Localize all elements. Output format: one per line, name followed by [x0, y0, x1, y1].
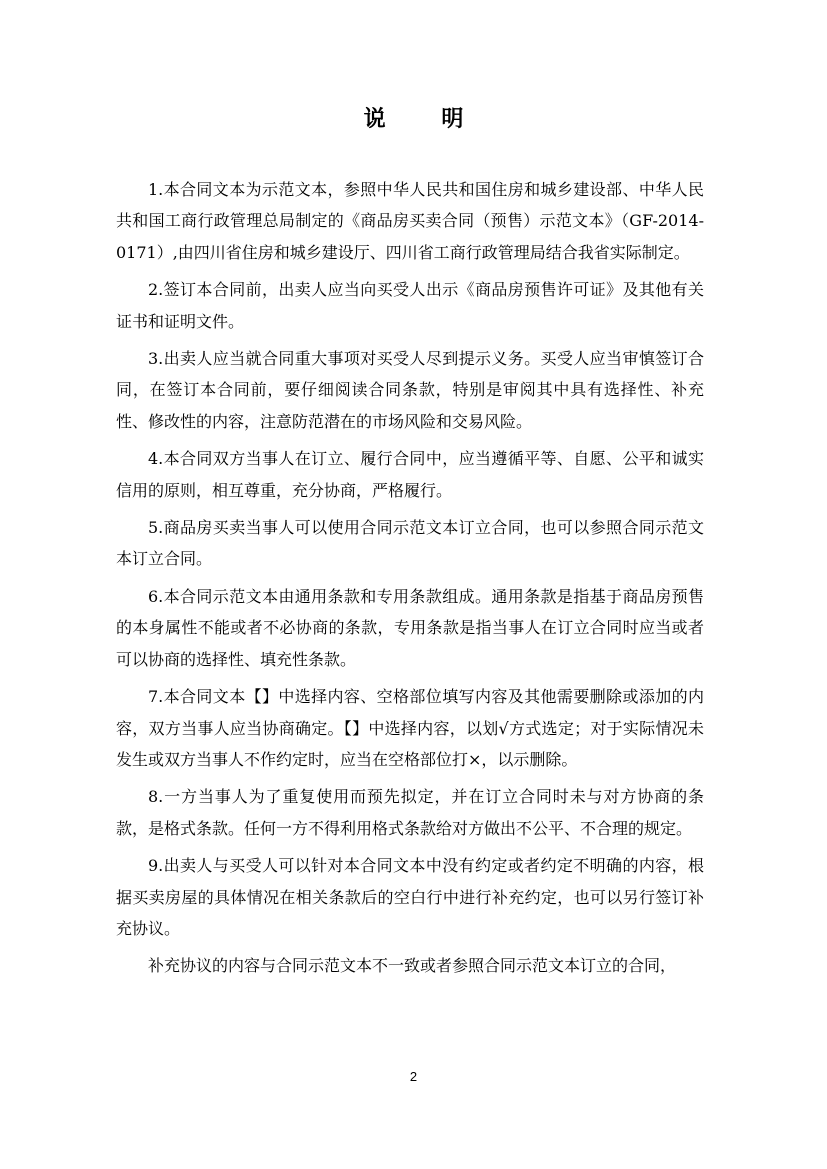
page-number: 2: [409, 1069, 418, 1084]
document-body: [116, 174, 704, 982]
paragraph-5: 5.商品房买卖当事人可以使用合同示范文本订立合同，也可以参照合同示范文本订立合同。: [116, 518, 704, 569]
paragraph-4: 4.本合同双方当事人在订立、履行合同中，应当遵循平等、自愿、公平和诚实信用的原则，相互尊重，充分协商，严格履行。: [116, 449, 704, 500]
paragraph-9: 9.出卖人与买受人可以针对本合同文本中没有约定或者约定不明确的内容，根据买卖房屋的具体情况在相关条款后的空白行中进行补充约定，也可以另行签订补充协议。: [116, 856, 704, 938]
paragraph-1: 1.本合同文本为示范文本，参照中华人民共和国住房和城乡建设部、中华人民共和国工商行政管理总局制定的《商品房买卖合同（预售）示范文本》（GF-2014-0171）,由四川省住房和城乡建设厅、四川省工商行政管理局结合我省实际制定。: [116, 180, 704, 262]
paragraph-8: 8.一方当事人为了重复使用而预先拟定，并在订立合同时未与对方协商的条款，是格式条款。任何一方不得利用格式条款给对方做出不公平、不合理的规定。: [116, 787, 704, 838]
paragraph-2: 2.签订本合同前，出卖人应当向买受人出示《商品房预售许可证》及其他有关证书和证明文件。: [116, 280, 704, 331]
paragraph-10: 补充协议的内容与合同示范文本不一致或者参照合同示范文本订立的合同，: [148, 956, 677, 976]
paragraph-3: 3.出卖人应当就合同重大事项对买受人尽到提示义务。买受人应当审慎签订合同，在签订本合同前，要仔细阅读合同条款，特别是审阅其中具有选择性、补充性、修改性的内容，注意防范潜在的市场风险和交易风险。: [116, 349, 704, 431]
paragraph-7: 7.本合同文本【】中选择内容、空格部位填写内容及其他需要删除或添加的内容，双方当事人应当协商确定。【】中选择内容，以划√方式选定；对于实际情况未发生或双方当事人不作约定时，应当在空格部位打×，以示删除。: [116, 687, 704, 769]
paragraph-6: 6.本合同示范文本由通用条款和专用条款组成。通用条款是指基于商品房预售的本身属性不能或者不必协商的条款，专用条款是指当事人在订立合同时应当或者可以协商的选择性、填充性条款。: [116, 586, 704, 669]
page-title: 说 明: [363, 106, 488, 132]
